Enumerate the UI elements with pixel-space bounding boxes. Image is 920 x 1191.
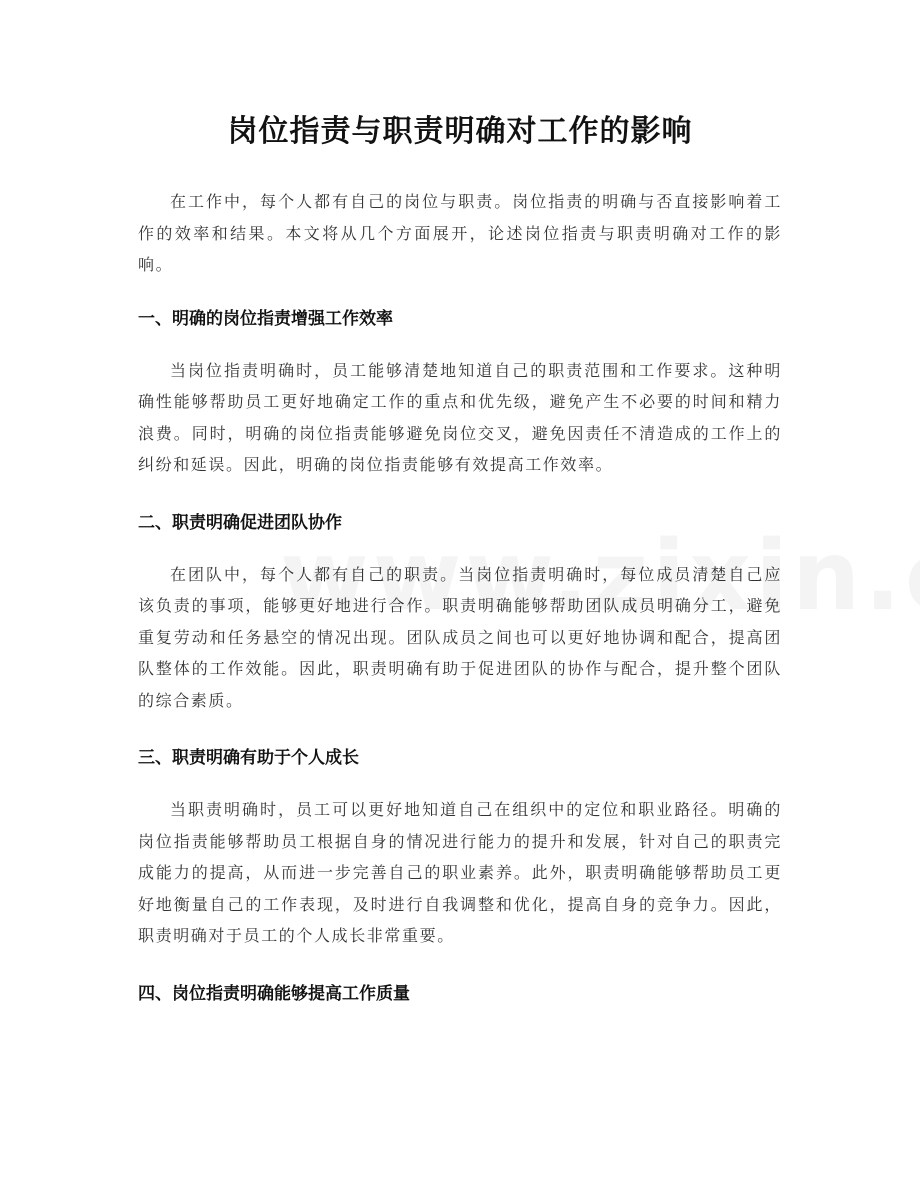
section-3-heading: 三、职责明确有助于个人成长	[138, 748, 359, 768]
section-1-body: 当岗位指责明确时，员工能够清楚地知道自己的职责范围和工作要求。这种明确性能够帮助员工更好地确定工作的重点和优先级，避免产生不必要的时间和精力浪费。同时，明确的岗位指责能够避免岗位交叉，避免因责任不清造成的工作上的纠纷和延误。因此，明确的岗位指责能够有效提高工作效率。	[138, 360, 782, 474]
section-1-heading: 一、明确的岗位指责增强工作效率	[138, 308, 393, 329]
section-4-heading: 四、岗位指责明确能够提高工作质量	[138, 983, 410, 1004]
document-title: 岗位指责与职责明确对工作的影响	[227, 114, 693, 149]
section-2-body: 在团队中，每个人都有自己的职责。当岗位指责明确时，每位成员清楚自己应该负责的事项，能够更好地进行合作。职责明确能够帮助团队成员明确分工，避免重复劳动和任务悬空的情况出现。团队成员之间也可以更好地协调和配合，提高团队整体的工作效能。因此，职责明确有助于促进团队的协作与配合，提升整个团队的综合素质。	[138, 564, 782, 710]
section-3-body: 当职责明确时，员工可以更好地知道自己在组织中的定位和职业路径。明确的岗位指责能够帮助员工根据自身的情况进行能力的提升和发展，针对自己的职责完成能力的提高，从而进一步完善自己的职业素养。此外，职责明确能够帮助员工更好地衡量自己的工作表现，及时进行自我调整和优化，提高自身的竞争力。因此，职责明确对于员工的个人成长非常重要。	[138, 800, 782, 945]
intro-paragraph: 在工作中，每个人都有自己的岗位与职责。岗位指责的明确与否直接影响着工作的效率和结果。本文将从几个方面展开，论述岗位指责与职责明确对工作的影响。	[138, 192, 782, 274]
section-2-heading: 二、职责明确促进团队协作	[138, 512, 342, 533]
